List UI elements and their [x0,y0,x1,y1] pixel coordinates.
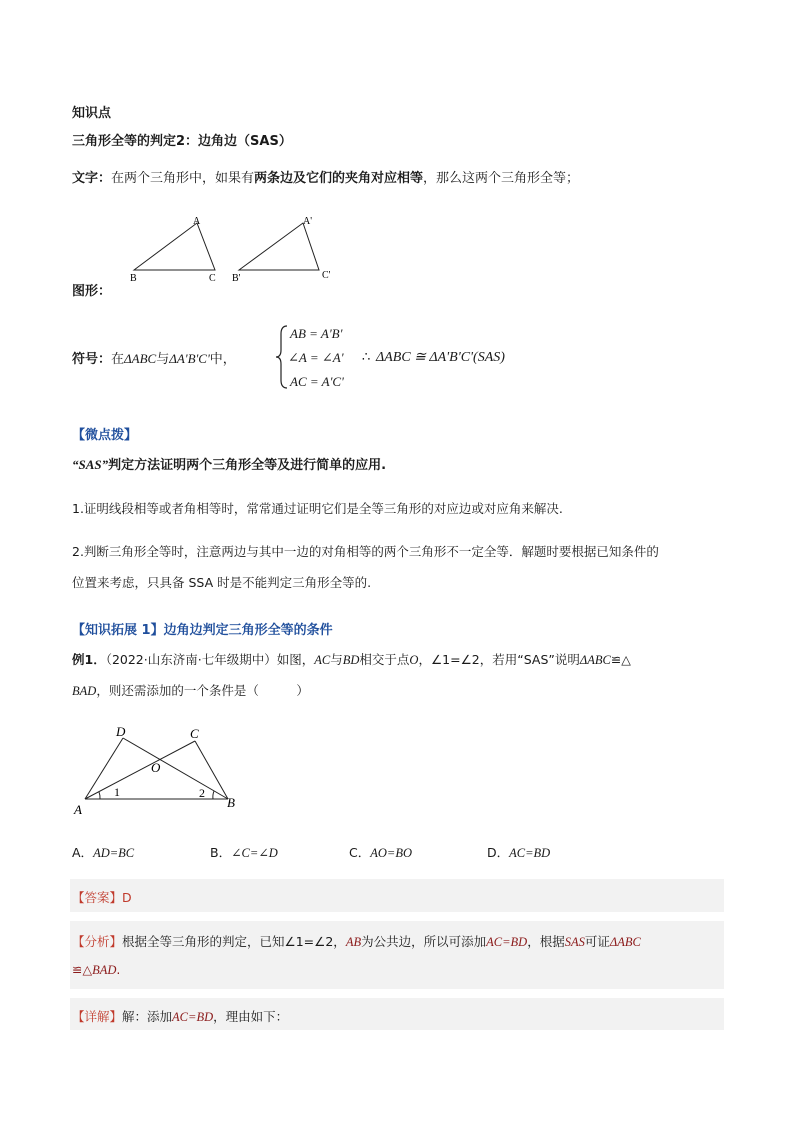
option-c[interactable] [349,843,412,861]
q-text: ，∠1=∠2，若用“SAS”说明 [418,652,580,667]
answer-block [70,879,724,912]
q-o: O [409,653,419,667]
text-prefix: 文字： [72,171,112,186]
conclusion: ΔABC ≅ ΔA'B'C'(SAS) [376,350,505,365]
left-brace [275,324,289,390]
option-value: AO=BO [370,846,412,860]
analysis-text: 可证 [584,934,610,949]
therefore-symbol: ∴ [362,350,371,365]
option-key: C． [349,845,371,860]
tips-point-2-line1: 2.判断三角形全等时，注意两边与其中一边的对角相等的两个三角形不一定全等．解题时要根据已知条件的 [72,544,659,559]
analysis-text: 根据全等三角形的判定，已知∠1=∠2， [122,934,346,949]
text-part-a: 在两个三角形中，如果有 [111,171,255,186]
option-value: AD=BC [93,846,135,860]
label-d: D [116,724,126,739]
extension-title: 边角边判定三角形全等的条件 [163,623,333,638]
symbol-tri-abc-prime: ΔA'B'C' [169,351,210,366]
symbol-prefix: 符号： [72,352,112,367]
q-text: 如图， [276,652,315,667]
vertex-b-prime: B' [232,273,241,284]
option-key: B． [210,845,232,860]
analysis-text: ≌△ [72,962,93,977]
detail-text: ，理由如下： [213,1009,289,1024]
condition-3: AC = A'C' [290,374,344,389]
vertex-c: C [209,273,216,284]
option-b[interactable] [210,843,278,861]
symbol-tri-abc: ΔABC [124,351,157,366]
answer-line [72,888,132,906]
example-question-line1 [72,650,631,668]
tips-line1-rest: 判定方法证明两个三角形全等及进行简单的应用. [108,458,387,473]
symbol-and: 与 [156,352,170,367]
text-statement [72,167,579,186]
detail-line [72,1007,288,1025]
option-d[interactable] [487,843,550,861]
tips-point-2-line2: 位置来考虑，只具备 SSA 时是不能判定三角形全等的. [72,575,372,590]
symbol-in: 在 [111,352,125,367]
analysis-text: ，根据 [527,934,565,949]
analysis-bad: BAD [92,963,117,977]
example-question-line2 [72,681,309,699]
tips-heading: 【微点拨】 [72,428,138,443]
tips-sas: “SAS” [72,457,109,472]
example-source: （2022·山东济南·七年级期中） [105,652,277,667]
label-c: C [190,726,199,741]
q-bad: BAD [72,684,97,698]
example-figure [68,720,248,820]
congruent-triangles-figure [120,212,350,292]
analysis-tag: 【分析】 [72,934,123,949]
answer-value: D [122,890,132,905]
option-key: A． [72,845,94,860]
option-value: AC=BD [509,846,551,860]
label-o: O [151,760,161,775]
condition-2: ∠A = ∠A' [288,350,344,365]
example-label: 例1． [72,652,106,667]
label-b: B [227,795,235,810]
option-key: D． [487,845,510,860]
q-ac: AC [314,653,331,667]
detail-tag: 【详解】 [72,1009,123,1024]
detail-text: 解：添加 [122,1009,173,1024]
q-tri: ΔABC [579,653,611,667]
analysis-tri: ΔABC [609,935,641,949]
q-text: ≌△ [610,652,631,667]
condition-1: AB = A'B' [290,326,343,341]
vertex-a: A [193,216,201,227]
label-angle-1: 1 [114,785,120,799]
q-bd: BD [342,653,360,667]
symbol-line [72,348,236,367]
vertex-c-prime: C' [322,270,331,281]
option-value: ∠C=∠D [231,846,278,860]
vertex-a-prime: A' [303,216,313,227]
section-heading: 知识点 [72,106,112,121]
triangle-a1b1c1 [239,223,319,270]
answer-tag: 【答案】 [72,890,123,905]
tips-point-1: 1.证明线段相等或者角相等时，常常通过证明它们是全等三角形的对应边或对应角来解决. [72,501,563,516]
q-text: 与 [330,652,343,667]
analysis-text: 为公共边，所以可添加 [361,934,487,949]
analysis-line2 [72,962,120,978]
theorem-title: 三角形全等的判定2：边角边（SAS） [72,134,292,149]
symbol-zhong: 中， [209,352,236,367]
analysis-sas: SAS [564,935,585,949]
vertex-b: B [130,273,137,284]
extension-heading [72,619,333,638]
tips-line1 [72,454,386,473]
figure-label: 图形： [72,284,112,299]
analysis-text: . [116,962,121,977]
triangle-abc [134,223,215,270]
label-angle-2: 2 [199,786,205,800]
text-part-b: ，那么这两个三角形全等； [423,171,580,186]
option-a[interactable] [72,843,134,861]
label-a: A [74,802,82,817]
extension-tag: 【知识拓展 1】 [72,623,164,638]
analysis-line1 [72,932,641,950]
analysis-ab: AB [345,935,362,949]
detail-condition: AC=BD [172,1010,214,1024]
q-text: ，则还需添加的一个条件是（ ） [96,683,309,698]
q-text: 相交于点 [359,652,410,667]
analysis-condition: AC=BD [486,935,528,949]
text-bold: 两条边及它们的夹角对应相等 [254,171,424,186]
